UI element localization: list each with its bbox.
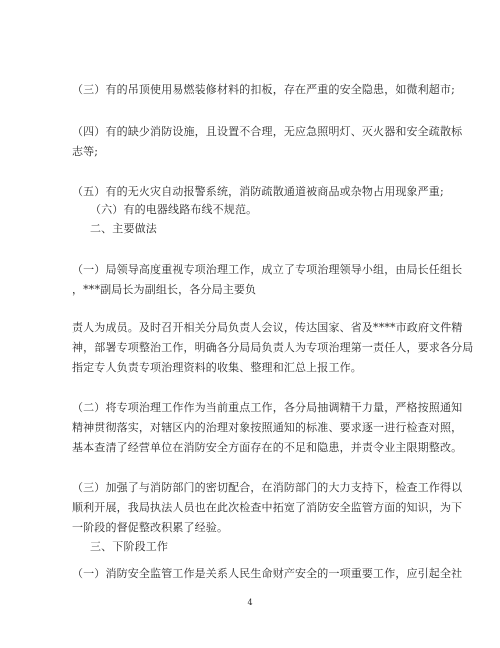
paragraph-line: 志等; [72,145,99,158]
section-heading: 二、主要做法 [90,222,157,235]
page-number: 4 [247,598,253,607]
paragraph-line: （三）有的吊顶使用易燃装修材料的扣板，存在严重的安全隐患，如微利超市; [72,83,455,96]
paragraph-line: （三）加强了与消防部门的密切配合，在消防部门的大力支持下，检查工作得以 [72,481,463,494]
section-heading: 三、下阶段工作 [90,540,169,553]
paragraph-line: 一阶段的督促整改积累了经验。 [72,521,229,534]
paragraph-line: 基本查清了经营单位在消防安全方面存在的不足和隐患，并责令业主限期整改。 [72,441,463,454]
paragraph-line: 责人为成员。及时召开相关分局负责人会议，传达国家、省及****市政府文件精 [72,321,463,334]
paragraph-line: 神，部署专项整治工作，明确各分局局负责人为专项治理第一责任人，要求各分局 [72,341,474,354]
paragraph-line: 指定专人负责专项治理资料的收集、整理和汇总上报工作。 [72,361,362,374]
paragraph-line: （一）消防安全监管工作是关系人民生命财产安全的一项重要工作，应引起全社 [72,567,463,580]
paragraph-line: ，***副局长为副组长，各分局主要负 [72,283,257,296]
paragraph-line: （二）将专项治理工作作为当前重点工作，各分局抽调精干力量，严格按照通知 [72,401,463,414]
paragraph-line: （一）局领导高度重视专项治理工作，成立了专项治理领导小组，由局长任组长 [72,263,463,276]
paragraph-line: 精神贯彻落实，对辖区内的治理对象按照通知的标准、要求逐一进行检查对照， [72,421,463,434]
paragraph-line: （六）有的电器线路布线不规范。 [90,203,258,216]
paragraph-line: 顺利开展，我局执法人员也在此次检查中拓宽了消防安全监管方面的知识，为下 [72,501,463,514]
paragraph-line: （四）有的缺少消防设施，且设置不合理，无应急照明灯、灭火器和安全疏散标 [72,125,463,138]
paragraph-line: （五）有的无火灾自动报警系统，消防疏散通道被商品或杂物占用现象严重; [72,185,444,198]
